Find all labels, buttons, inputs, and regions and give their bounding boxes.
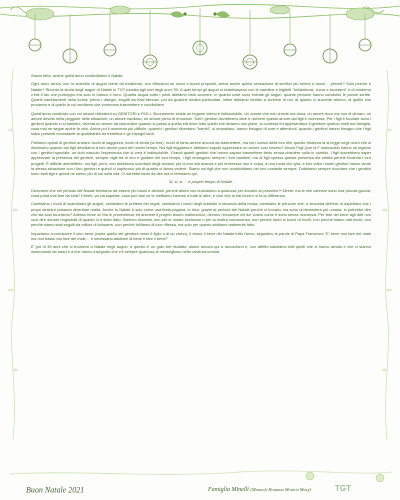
ornament-right-vine xyxy=(380,70,394,440)
footer-family-name: Famiglia Minelli xyxy=(208,487,249,493)
ornament-left-vine xyxy=(6,70,20,440)
company-logo: TGT xyxy=(335,484,351,493)
letter-greeting: Siamo felici, anche quest'anno condividiamo il Natale. xyxy=(31,73,124,78)
letter-paragraph-7: E' più di 30 anni che ci troviamo a Natale negli auguri, e questo è un gran bel risultato: siamo ancora qui a raccontarci e, con affetto salutiamo tutti quelli che ci hanno amato e che ci stanno osservando da lassù e a che hanno insegnato che c'è sempre qualcosa di meraviglioso nella creatura umana. xyxy=(31,244,371,255)
footer-family-members: (Manuele Romana Monica Mary) xyxy=(250,487,311,492)
letter-paragraph-4: Dicevamo che nel periodo del Natale tendiamo ad essere più buoni e altruisti, perché allora non riuscissimo a qualcosa per donarlo al prossimo?! Direte: ma le mie carenze sono una piccola goccia, cosa potrà mai fare da sola? Eeeeh, va via sapesta, cosa può fare se le mettiamo insieme a tutte le altre, è così che tu hai forza e si fa la differenza. xyxy=(31,187,371,198)
footer-signature xyxy=(208,487,311,493)
letter-center-line: Si, si, si … è proprio tempo di Natale. xyxy=(168,179,234,185)
letter-paragraph-3: Parliamo quindi di genitori anziani: ricchi di saggezza, ricchi di storia (la loro), ricchi di tanto amore ancora da trasmettere, ma ben consci della loro età, questo tristezza la si legge negli occhi che si illuminano quando noi figli decidiamo a loro anche poco del nostro tempo. Noi figli leggiamo e abbiamo saputo apprezzare un amore così sincero? Alcuni Figli (con la F maiuscola) hanno un legame con i genitori speciale: un dolo nascolo l'esperienza che si crea è indissolubile. Grandi questi genitori che hanno saputo trasmettere tanto senza chiedere nulla in cambio. I figli dovrebbero saper apprezzare la presenza dei genitori, sempre vigili tra di loro e guidare nel loro tempo, i figli rimangono sempre i loro bambini; ma ai figli spesso questa presenza sta stretta perché invanda i loro progetti. È difficile ammetterlo: noi figli, però, non dobbiamo scordarci degli anziani; più la loro età avanza e più tenerezza non è colpa, a una ruota che gira, a loro volta i nostri genitori hanno avuto la stessa situazione con i loro genitori e quindi ci capiscono più di quanto ci fanno vedere. Siamo noi figli che non condividiamo nel loro costante sempre. Dobbiamo sempre ricordare che i genitori sono stati figli e quindi ne sanno più di noi sulla vita. Ci sarebbe tanto da dire ma ci fermiamo qui. xyxy=(31,139,371,177)
letter-paragraph-6: Impariamo a conoscere il vero bene (come quello del genitore verso il figlio o di un vicino), il vivere il bene del Natale tutto l'anno; seguiamo le parole di Papa Francesco "E' bene non fare del male ma non basta non fare del male… è necessario adottare di bene e fare il bene!" xyxy=(31,230,371,241)
letter-paragraph-5: Cambiamo i modi di scambiarci gli auguri, cambiamo le pretese dei regali, cambiamo i colori degli addobbi a seconda della moda, cambiano le persone che, a seconda dell'età, si aspettano che i propri desideri possano diventare realtà. Anche tu Natale è solo come una festa pagana, io dico: grazie al periodo del Natale perché ci trovano ora sono un'atmosfera più umana; si potrebbe dire che sia solo buonismo? Adesso forse sì! Ma le provenienze ed anchere il proprio tesoro malinconico, devono rincuorare chi sa' vostro come è sono senza ricchezza. Per fare del bene agli altri non vuol dire donare ringraziati di quanto ci è stato dato. Saremo ricordati, non per le nostre ricchezze o per la nostra conoscenza, non perché tanto si buoni di ricchi, non perché siamo nati ricchi, non perché siamo stati seguiti da milioni di followers, non perché brilliamo di luce riflessa, ma solo per quanto abbiamo realmente fatto. xyxy=(31,201,371,228)
letter-paragraph-1: Ogni anno arriva, con lo scambio di auguri come da tradizione, con riflessioni su nuovi e buoni propositi, arriva anche quella sensazione di sentirci più sereni e buoni… perché? Solo perché è Natale? Ricordo la storia degli auguri di Natale in TGT iniziata agli inizi degli anni '90. A quei tempi gli auguri si scambiavano con le cartoline e biglietti "brillantinosi, cuore e buonismi" e di moderno c'era il fax che purtroppo era solo in bianco e nero. Quanta acqua sotto i ponti abbiamo visto scorrere, in quanto cose sono entrate gli auguri, quante persone hanno condiviso le parole scritte. Quanti cambiamenti nella forma: prima i disegni, seguiti da frasi famose, poi da qualche dedica particolare, infine abbiamo iniziato a scrivere di noi, di quanto ci succede attorno, di quello che proviamo e di quello in cui crediamo che vorremmo trasmettere e condividere. xyxy=(31,81,371,108)
letter-paragraph-2: Quest'anno condivido con voi alcune riflessioni su GENITORI e FIGLI. Sicuramente esiste un legame intimo e indissolubile. Un amore che non chiede ma dona, un amore ricco ma non di denaro, un amore devoto nella peggiore delle situazioni, un amore cardiaco, un amore pieno di emozioni. Tutti i genitori dovrebbero dare e ricevere questo amore dai figli e viceversa. Per i figli il focolare sono i genitori quando ci si bambini, diventa un amore da raccontare quando si passa a quella età dove tutto quello che diciamo non piace, si contesta ed appesantisce il genitore quando molti ma famiglia, cosa mai ne segue anche le crisi. Arriva poi il momento più difficile, quando i genitori diventano "bambi", si ammalano, hanno bisogno di cure e attenzioni, quando i genitori hanno bisogno che i figli siano presenti nonostante la quotidianità tra frenetica e gli impegni tanti. xyxy=(31,110,371,137)
ornament-top-border xyxy=(0,0,400,70)
footer-greeting: Buon Natale 2021 xyxy=(26,485,85,495)
letter-body xyxy=(31,73,371,258)
